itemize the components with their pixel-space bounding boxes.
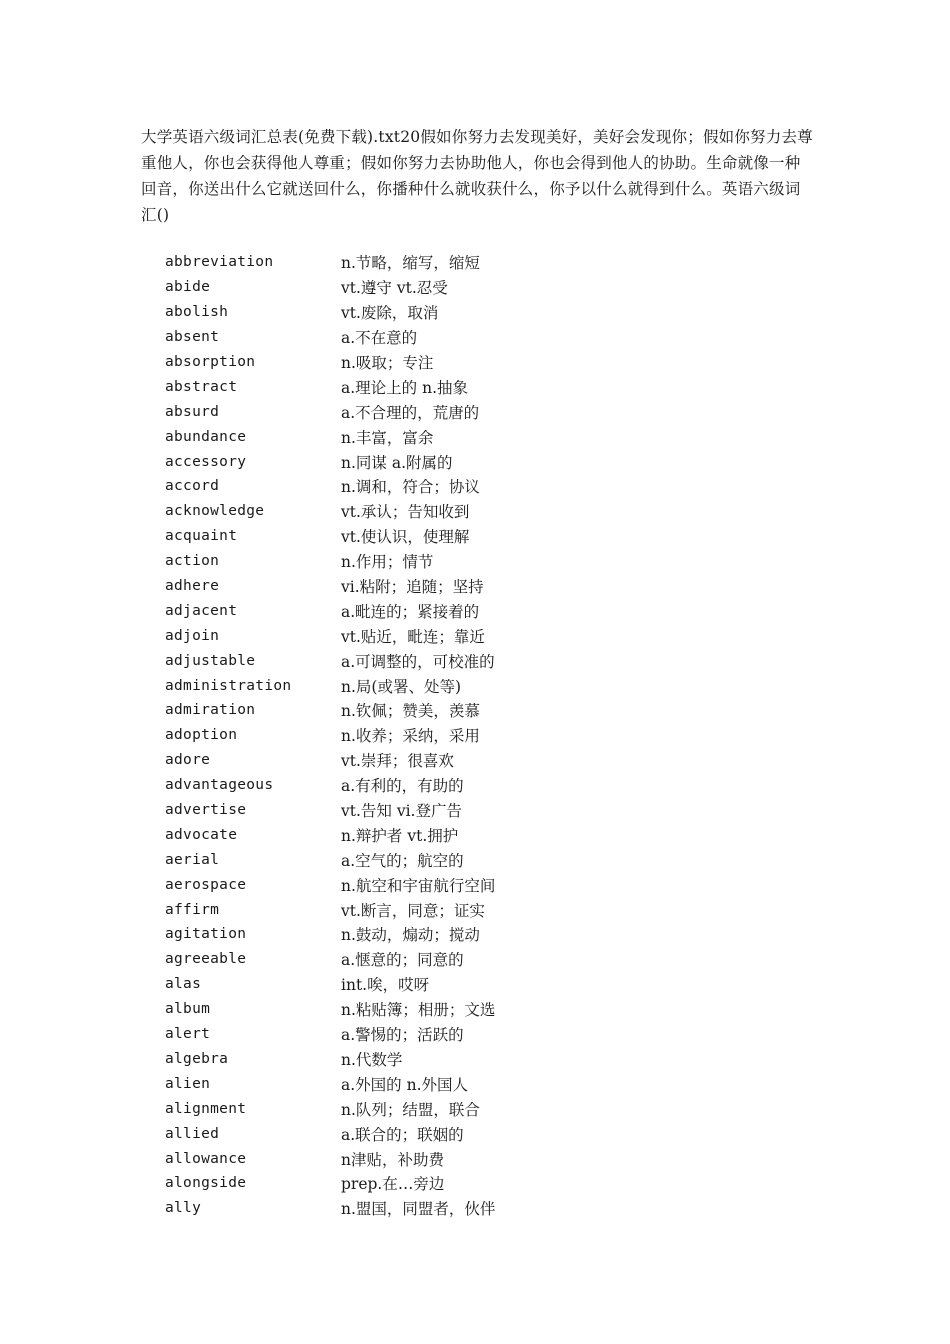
entry-definition: n.粘贴簿；相册；文选	[341, 1001, 496, 1020]
entry-definition: n.队列；结盟，联合	[341, 1100, 480, 1119]
entry-word: acknowledge	[165, 503, 265, 520]
list-item	[165, 648, 495, 673]
list-item	[165, 1047, 495, 1072]
entry-definition: n.盟国，同盟者，伙伴	[341, 1200, 496, 1219]
list-item	[165, 922, 495, 947]
list-item	[165, 1096, 495, 1121]
vocabulary-list	[165, 250, 495, 1221]
entry-definition: a.外国的 n.外国人	[341, 1075, 469, 1094]
entry-definition: n.局(或署、处等)	[341, 677, 462, 696]
entry-definition: vt.告知 vi.登广告	[341, 802, 462, 821]
entry-word: absorption	[165, 354, 256, 370]
list-item	[165, 698, 495, 723]
entry-word: alongside	[165, 1175, 247, 1192]
entry-word: aerospace	[165, 876, 247, 893]
list-item	[165, 325, 495, 350]
list-item	[165, 574, 495, 599]
entry-definition: n.鼓动，煽动；搅动	[341, 926, 480, 945]
list-item	[165, 897, 495, 922]
list-item	[165, 1146, 495, 1171]
entry-word: adjoin	[165, 627, 220, 644]
list-item	[165, 1022, 495, 1047]
entry-word: agreeable	[165, 951, 247, 968]
entry-word: adore	[165, 752, 211, 769]
list-item	[165, 474, 495, 499]
list-item	[165, 1196, 495, 1221]
entry-word: abbreviation	[165, 254, 274, 271]
entry-word: absurd	[165, 403, 220, 420]
entry-word: algebra	[165, 1050, 229, 1067]
entry-definition: n.代数学	[341, 1050, 403, 1069]
entry-definition: vt.遵守 vt.忍受	[341, 279, 448, 298]
entry-definition: prep.在…旁边	[341, 1175, 445, 1194]
entry-definition: a.有利的，有助的	[341, 777, 464, 796]
entry-word: administration	[165, 677, 292, 694]
entry-definition: n.钦佩；赞美，羡慕	[341, 702, 480, 721]
entry-word: abide	[165, 279, 211, 296]
entry-word: alignment	[165, 1100, 247, 1117]
list-item	[165, 1171, 495, 1196]
list-item	[165, 250, 495, 275]
entry-word: accord	[165, 478, 220, 495]
list-item	[165, 773, 495, 798]
entry-definition: a.可调整的，可校准的	[341, 652, 495, 671]
list-item	[165, 424, 495, 449]
entry-word: adjacent	[165, 602, 238, 619]
entry-word: affirm	[165, 901, 220, 918]
entry-word: allied	[165, 1125, 220, 1142]
entry-definition: vi.粘附；追随；坚持	[341, 578, 484, 597]
list-item	[165, 798, 495, 823]
list-item	[165, 723, 495, 748]
entry-word: aerial	[165, 851, 220, 868]
list-item	[165, 972, 495, 997]
entry-definition: n.吸取；专注	[341, 354, 434, 372]
intro-paragraph: 大学英语六级词汇总表(免费下载).txt20假如你努力去发现美好，美好会发现你；假如你努力去尊重他人，你也会获得他人尊重；假如你努力去协助他人，你也会得到他人的协助。生命就像一种回音，你送出什么它就送回什么，你播种什么就收获什么，你予以什么就得到什么。英语六级词汇()	[141, 128, 813, 224]
entry-word: allowance	[165, 1150, 247, 1167]
entry-word: absent	[165, 329, 220, 346]
entry-definition: n.作用；情节	[341, 553, 434, 572]
entry-word: alien	[165, 1075, 211, 1092]
list-item	[165, 374, 495, 399]
entry-definition: vt.崇拜；很喜欢	[341, 752, 454, 771]
entry-definition: n.辩护者 vt.拥护	[341, 826, 459, 845]
entry-definition: n.丰富，富余	[341, 428, 434, 447]
entry-definition: n.收养；采纳，采用	[341, 727, 480, 746]
entry-word: action	[165, 553, 220, 570]
entry-definition: a.不合理的，荒唐的	[341, 403, 480, 422]
list-item	[165, 822, 495, 847]
list-item	[165, 847, 495, 872]
list-item	[165, 499, 495, 524]
entry-word: admiration	[165, 702, 256, 719]
entry-word: abundance	[165, 428, 247, 445]
list-item	[165, 872, 495, 897]
entry-definition: vt.贴近，毗连；靠近	[341, 627, 485, 646]
list-item	[165, 748, 495, 773]
entry-word: alert	[165, 1026, 211, 1043]
entry-word: ally	[165, 1200, 202, 1217]
entry-definition: n.航空和宇宙航行空间	[341, 876, 496, 895]
list-item	[165, 524, 495, 549]
entry-word: advocate	[165, 826, 238, 843]
entry-definition: n.同谋 a.附属的	[341, 453, 453, 472]
list-item	[165, 300, 495, 325]
entry-definition: a.理论上的 n.抽象	[341, 378, 469, 397]
list-item	[165, 598, 495, 623]
entry-definition: a.毗连的；紧接着的	[341, 602, 480, 621]
entry-word: advertise	[165, 802, 247, 819]
list-item	[165, 623, 495, 648]
entry-word: album	[165, 1001, 211, 1018]
entry-definition: n.节略，缩写，缩短	[341, 254, 480, 273]
entry-word: alas	[165, 976, 202, 993]
entry-word: abstract	[165, 378, 238, 395]
entry-definition: n.调和，符合；协议	[341, 478, 480, 497]
entry-word: abolish	[165, 304, 229, 321]
entry-definition: n津贴，补助费	[341, 1150, 444, 1169]
entry-definition: vt.承认；告知收到	[341, 503, 470, 522]
entry-definition: a.不在意的	[341, 329, 418, 348]
entry-word: adhere	[165, 578, 220, 595]
list-item	[165, 350, 495, 375]
entry-word: agitation	[165, 926, 247, 943]
list-item	[165, 1121, 495, 1146]
list-item	[165, 1071, 495, 1096]
entry-definition: vt.断言，同意；证实	[341, 901, 485, 920]
entry-definition: a.警惕的；活跃的	[341, 1026, 464, 1045]
entry-definition: a.联合的；联姻的	[341, 1125, 464, 1144]
entry-word: advantageous	[165, 777, 274, 794]
list-item	[165, 275, 495, 300]
list-item	[165, 947, 495, 972]
entry-word: adjustable	[165, 652, 256, 669]
list-item	[165, 549, 495, 574]
list-item	[165, 449, 495, 474]
entry-definition: vt.废除，取消	[341, 304, 439, 323]
list-item	[165, 997, 495, 1022]
entry-word: acquaint	[165, 528, 238, 545]
entry-definition: a.惬意的；同意的	[341, 951, 464, 970]
entry-word: adoption	[165, 727, 238, 744]
entry-definition: vt.使认识，使理解	[341, 528, 470, 547]
entry-definition: int.唉，哎呀	[341, 976, 430, 995]
list-item	[165, 399, 495, 424]
entry-word: accessory	[165, 453, 247, 470]
list-item	[165, 673, 495, 698]
entry-definition: a.空气的；航空的	[341, 851, 464, 870]
